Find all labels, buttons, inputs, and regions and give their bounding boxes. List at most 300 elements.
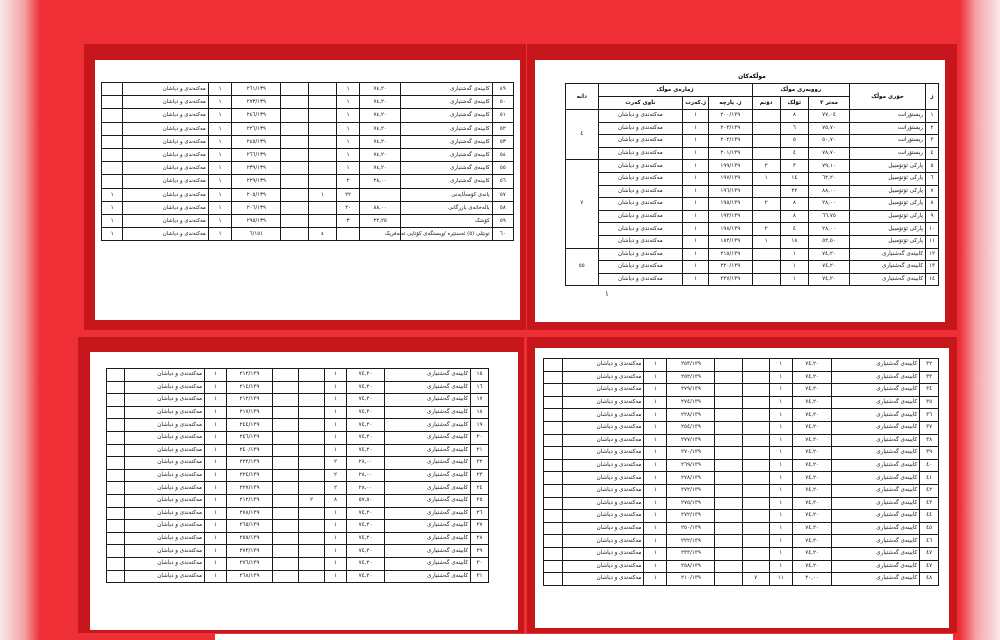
row-number: ٤٧ <box>920 560 939 573</box>
property-type: پارکی ئۆتۆمبیل <box>850 235 926 248</box>
card-name: مەکتەندی و دیاشان <box>562 409 644 422</box>
empty-cell <box>273 419 299 432</box>
card-number: ١ <box>644 547 667 560</box>
table-row <box>566 122 939 135</box>
property-type: کابینەی گەشتیاری <box>832 434 920 447</box>
card-number: ١ <box>208 201 231 214</box>
count-cell <box>544 396 563 409</box>
parcel-number: ٢١٠/١٣٩ <box>667 573 715 586</box>
table-row <box>107 469 489 482</box>
count-cell <box>544 421 563 434</box>
parcel-number: ٢٤٤/١٣٩ <box>227 419 273 432</box>
parcel-number: ٢١٧/١٣٩ <box>227 406 273 419</box>
parcel-number: ٢٢٢/١٣٩ <box>667 535 715 548</box>
area-olk: ٨ <box>780 110 808 123</box>
property-type: کابینەی گەشتیاری <box>400 162 492 175</box>
count-cell <box>544 409 563 422</box>
property-type: کابینەی گەشتیاری <box>832 447 920 460</box>
area-sqm: ٧٤,٢٠ <box>808 261 849 274</box>
card-name: مەکتەندی و دیاشان <box>123 96 208 109</box>
area-donm <box>309 83 337 96</box>
count-cell: ١ <box>102 228 123 241</box>
area-donm <box>742 497 769 510</box>
card-name: مەکتەندی و دیاشان <box>562 484 644 497</box>
row-number: ٤٣ <box>920 497 939 510</box>
count-cell <box>102 175 123 188</box>
empty-cell <box>715 447 742 460</box>
count-cell <box>102 148 123 161</box>
area-donm <box>309 162 337 175</box>
parcel-number: ٦/١٥١ <box>232 228 281 241</box>
area-sqm: ٧٤,٢٠ <box>347 532 385 545</box>
card-number: ١ <box>205 381 227 394</box>
page-mark: ١ <box>605 290 609 299</box>
parcel-number: ٢٠٣/١٣٩ <box>709 122 752 135</box>
table-row <box>102 122 514 135</box>
area-donm: ٢ <box>299 494 325 507</box>
row-number: ٣٣ <box>920 371 939 384</box>
card-name: مەکتەندی و دیاشان <box>598 160 683 173</box>
area-sqm: ٧٤,٢٠ <box>792 421 832 434</box>
row-number: ٥٢ <box>492 122 513 135</box>
document-page-bottom-right <box>535 348 949 628</box>
area-sqm: ٧٩,١٠ <box>808 160 849 173</box>
count-cell <box>107 570 125 583</box>
area-olk: ١ <box>325 381 347 394</box>
row-number: ٤٦ <box>920 535 939 548</box>
property-type: پارکی ئۆتۆمبیل <box>850 210 926 223</box>
table-row <box>544 359 939 372</box>
count-cell <box>107 444 125 457</box>
card-name: مەکتەندی و دیاشان <box>123 228 208 241</box>
area-sqm: ٧٤,٢٠ <box>792 510 832 523</box>
card-number: ١ <box>208 162 231 175</box>
card-name: مەکتەندی و دیاشان <box>562 510 644 523</box>
empty-cell <box>715 459 742 472</box>
count-cell <box>544 497 563 510</box>
area-donm <box>752 135 780 148</box>
property-type: پارکی ئۆتۆمبیل <box>850 172 926 185</box>
card-name: مەکتەندی و دیاشان <box>123 162 208 175</box>
property-type: کۆشک <box>400 214 492 227</box>
property-type: کابینەی گەشتیاری <box>832 497 920 510</box>
area-donm <box>299 469 325 482</box>
card-number: ١ <box>683 147 709 160</box>
area-sqm: ٧٤,٢٠ <box>792 484 832 497</box>
row-number: ١ <box>926 110 939 123</box>
area-donm <box>299 520 325 533</box>
card-number: ١ <box>644 522 667 535</box>
area-sqm: ٥٧,٥٠ <box>347 494 385 507</box>
empty-cell <box>273 545 299 558</box>
card-name: مەکتەندی و دیاشان <box>598 248 683 261</box>
card-name: مەکتەندی و دیاشان <box>562 359 644 372</box>
area-donm <box>742 396 769 409</box>
table-row <box>107 545 489 558</box>
card-name: مەکتەندی و دیاشان <box>125 545 205 558</box>
table-row <box>107 557 489 570</box>
table-row <box>566 185 939 198</box>
parcel-number: ٢٧٦/١٣٩ <box>227 557 273 570</box>
table-row <box>107 457 489 470</box>
card-number: ١ <box>683 223 709 236</box>
property-type: کابینەی گەشتیاری <box>385 444 471 457</box>
card-number: ١ <box>683 261 709 274</box>
area-sqm: ٢٨,٠٠ <box>808 198 849 211</box>
empty-cell <box>715 484 742 497</box>
card-number: ١ <box>205 507 227 520</box>
parcel-number: ٢٤٥/١٣٩ <box>232 135 281 148</box>
table-row <box>566 198 939 211</box>
area-olk: ١ <box>769 447 792 460</box>
table-row <box>102 83 514 96</box>
empty-cell <box>281 162 309 175</box>
card-number: ١ <box>205 457 227 470</box>
table-row <box>107 520 489 533</box>
row-number: ٤ <box>926 147 939 160</box>
empty-cell <box>273 532 299 545</box>
empty-cell <box>273 444 299 457</box>
area-olk: ١ <box>336 96 359 109</box>
empty-cell <box>273 369 299 382</box>
parcel-number: ٢٦١/١٣٩ <box>232 83 281 96</box>
count-cell <box>102 122 123 135</box>
parcel-number: ٢٠٥/١٣٩ <box>232 188 281 201</box>
empty-cell <box>715 522 742 535</box>
table-row <box>107 419 489 432</box>
row-number: ٢٧ <box>471 520 489 533</box>
area-olk: ٢ <box>325 482 347 495</box>
count-cell <box>102 83 123 96</box>
card-name: مەکتەندی و دیاشان <box>123 109 208 122</box>
row-number: ٤٧ <box>920 547 939 560</box>
table-bottom-left <box>106 368 489 583</box>
card-number: ١ <box>683 160 709 173</box>
empty-cell <box>281 96 309 109</box>
row-number: ٥٧ <box>492 188 513 201</box>
card-name: مەکتەندی و دیاشان <box>125 482 205 495</box>
area-olk: ١ <box>325 444 347 457</box>
table-row <box>566 273 939 286</box>
area-olk: ٤ <box>780 223 808 236</box>
count-cell <box>102 162 123 175</box>
row-number: ٦ <box>926 172 939 185</box>
row-number: ٢٨ <box>471 532 489 545</box>
property-type: کابینەی گەشتیاری <box>385 419 471 432</box>
right-edge-glow <box>960 0 1000 640</box>
row-number: ٣٧ <box>920 421 939 434</box>
parcel-number: ٢٩٥/١٣٩ <box>232 214 281 227</box>
area-sqm: ٧٤,٢٠ <box>347 570 385 583</box>
area-sqm: ٧٤,٢٠ <box>347 431 385 444</box>
table-row <box>544 535 939 548</box>
row-number: ٢٤ <box>471 482 489 495</box>
count-cell <box>107 431 125 444</box>
area-sqm: ٧٤,٢٠ <box>347 419 385 432</box>
empty-cell <box>281 148 309 161</box>
area-donm <box>299 570 325 583</box>
row-number: ٥٩ <box>492 214 513 227</box>
area-sqm: ٥٠,٧٠ <box>808 135 849 148</box>
count-cell <box>107 394 125 407</box>
row-number: ٥٠ <box>492 96 513 109</box>
card-number: ١ <box>208 175 231 188</box>
area-sqm: ٨٨,٠٠ <box>808 185 849 198</box>
count-cell <box>107 406 125 419</box>
row-number: ٧ <box>926 185 939 198</box>
row-number: ٢٠ <box>471 431 489 444</box>
row-number: ٢٩ <box>471 545 489 558</box>
count-cell <box>544 484 563 497</box>
table-row <box>102 148 514 161</box>
date-group: ٤ <box>566 110 599 160</box>
card-name: مەکتەندی و دیاشان <box>125 570 205 583</box>
parcel-number: ٢٠١/١٣٩ <box>709 147 752 160</box>
area-sqm: ٧٤,٢٠ <box>792 434 832 447</box>
area-donm <box>742 421 769 434</box>
area-sqm: ٧٤,٢٠ <box>792 384 832 397</box>
count-cell <box>107 557 125 570</box>
card-number: ١ <box>208 188 231 201</box>
empty-cell <box>273 507 299 520</box>
count-cell <box>544 434 563 447</box>
area-donm <box>742 535 769 548</box>
area-sqm: ٧٤,٢٠ <box>808 248 849 261</box>
area-olk: ١ <box>769 384 792 397</box>
table-row <box>107 507 489 520</box>
empty-cell <box>715 384 742 397</box>
card-name: مەکتەندی و دیاشان <box>562 573 644 586</box>
area-olk: ٣ <box>336 214 359 227</box>
row-number: ٥٣ <box>492 135 513 148</box>
card-number: ١ <box>644 409 667 422</box>
area-donm: ٧ <box>742 573 769 586</box>
parcel-number: ١٩٩/١٣٩ <box>709 160 752 173</box>
table-row <box>544 522 939 535</box>
table-row <box>544 421 939 434</box>
card-name: مەکتەندی و دیاشان <box>125 557 205 570</box>
table-row <box>566 135 939 148</box>
empty-cell <box>273 520 299 533</box>
table-row <box>107 482 489 495</box>
area-olk: ٢٢ <box>336 188 359 201</box>
date-group: ٧ <box>566 160 599 248</box>
card-number: ١ <box>208 122 231 135</box>
row-number: ٦٠ <box>492 228 513 241</box>
parcel-number: ٢٦٦/١٣٩ <box>232 148 281 161</box>
count-cell <box>544 522 563 535</box>
parcel-number: ٢١٤/١٣٩ <box>227 381 273 394</box>
area-olk: ١ <box>769 547 792 560</box>
area-olk: ١ <box>769 459 792 472</box>
table-row <box>102 135 514 148</box>
table-top-right <box>565 83 939 286</box>
property-type: تونێلی (٥) ئەستێرە /ویستگەی کۆتایی تەلەفریک <box>400 228 492 241</box>
card-name: مەکتەندی و دیاشان <box>598 147 683 160</box>
property-type: کابینەی گەشتیاری <box>400 175 492 188</box>
table-row <box>102 188 514 201</box>
count-cell <box>107 469 125 482</box>
parcel-number: ٢٥٠/١٣٩ <box>667 522 715 535</box>
parcel-number: ٢٠٦/١٣٩ <box>232 201 281 214</box>
table-row <box>107 381 489 394</box>
parcel-number: ٢٢٤/١٣٩ <box>227 469 273 482</box>
card-number: ١ <box>683 210 709 223</box>
area-olk: ٢ <box>336 175 359 188</box>
table-row <box>544 510 939 523</box>
count-cell <box>544 560 563 573</box>
count-cell <box>102 135 123 148</box>
card-name: مەکتەندی و دیاشان <box>125 507 205 520</box>
card-name: مەکتەندی و دیاشان <box>562 472 644 485</box>
area-sqm: ٧٤,٢٠ <box>792 359 832 372</box>
area-donm: ١ <box>752 235 780 248</box>
count-cell <box>102 109 123 122</box>
area-sqm: ٧٤,٢٠ <box>808 273 849 286</box>
property-type: کابینەی گەشتیاری <box>385 520 471 533</box>
count-cell: ١ <box>102 214 123 227</box>
empty-cell <box>281 188 309 201</box>
card-name: مەکتەندی و دیاشان <box>562 396 644 409</box>
area-donm <box>742 522 769 535</box>
area-sqm: ٧٤,٢٠ <box>792 547 832 560</box>
area-sqm: ٧٧,٠٤ <box>808 110 849 123</box>
row-number: ٣٤ <box>920 384 939 397</box>
row-number: ٥٨ <box>492 201 513 214</box>
table-row <box>107 431 489 444</box>
property-type: کابینەی گەشتیاری <box>832 396 920 409</box>
card-name: مەکتەندی و دیاشان <box>123 122 208 135</box>
table-row <box>566 110 939 123</box>
area-donm <box>742 510 769 523</box>
row-number: ٤٤ <box>920 510 939 523</box>
table-row <box>544 384 939 397</box>
date-group: ٥٥ <box>566 248 599 286</box>
card-name: مەکتەندی و دیاشان <box>562 522 644 535</box>
empty-cell <box>715 359 742 372</box>
card-number: ١ <box>208 214 231 227</box>
area-sqm: ٨٨,٠٠ <box>360 201 401 214</box>
parcel-number: ٢٦٥/١٣٩ <box>227 520 273 533</box>
area-donm <box>752 261 780 274</box>
area-olk: ١ <box>336 148 359 161</box>
row-number: ١٨ <box>471 406 489 419</box>
document-page-bottom-left <box>90 352 518 630</box>
area-olk: ١ <box>336 162 359 175</box>
card-number: ١ <box>205 394 227 407</box>
property-type: کابینەی گەشتیاری <box>400 83 492 96</box>
card-number: ١ <box>644 560 667 573</box>
row-number: ٤٠ <box>920 459 939 472</box>
empty-cell <box>281 109 309 122</box>
area-sqm: ٧٤,٢٠ <box>792 535 832 548</box>
empty-cell <box>273 494 299 507</box>
parcel-number: ٢٢٨/١٣٩ <box>667 409 715 422</box>
area-donm <box>299 482 325 495</box>
card-number: ١ <box>205 532 227 545</box>
property-type: کابینەی گەشتیاری <box>832 384 920 397</box>
empty-cell <box>273 406 299 419</box>
parcel-number: ٢١٢/١٣٩ <box>227 494 273 507</box>
count-cell <box>544 472 563 485</box>
area-donm <box>299 394 325 407</box>
area-donm <box>309 175 337 188</box>
empty-cell <box>281 201 309 214</box>
row-number: ٨ <box>926 198 939 211</box>
property-type: کابینەی گەشتیاری <box>385 545 471 558</box>
card-number: ١ <box>683 198 709 211</box>
table-row <box>566 160 939 173</box>
area-olk: ١ <box>769 396 792 409</box>
area-donm <box>299 406 325 419</box>
parcel-number: ٢٧٨/١٣٩ <box>227 507 273 520</box>
area-sqm: ٧٨,٧٠ <box>808 147 849 160</box>
area-olk: ١ <box>325 369 347 382</box>
table-row <box>107 532 489 545</box>
card-name: مەکتەندی و دیاشان <box>123 214 208 227</box>
table-row <box>102 109 514 122</box>
row-number: ٤٥ <box>920 522 939 535</box>
empty-cell <box>273 394 299 407</box>
area-donm: ٤ <box>309 228 337 241</box>
area-donm <box>742 560 769 573</box>
area-sqm: ٧٤,٢٠ <box>347 381 385 394</box>
parcel-number: ٢٢٧/١٣٩ <box>227 482 273 495</box>
empty-cell <box>273 431 299 444</box>
area-donm <box>299 557 325 570</box>
card-number: ١ <box>644 359 667 372</box>
table-row <box>566 172 939 185</box>
card-number: ١ <box>644 459 667 472</box>
empty-cell <box>715 535 742 548</box>
area-sqm: ٧٤,٢٠ <box>360 83 401 96</box>
card-name: مەکتەندی و دیاشان <box>598 223 683 236</box>
card-number: ١ <box>683 248 709 261</box>
card-name: مەکتەندی و دیاشان <box>125 419 205 432</box>
card-number: ١ <box>205 557 227 570</box>
card-name: مەکتەندی و دیاشان <box>125 469 205 482</box>
area-sqm: ٥٢,٥٠ <box>808 235 849 248</box>
table-bottom-right <box>543 358 939 586</box>
area-sqm: ٧٤,٢٠ <box>360 135 401 148</box>
parcel-number: ٢٥٢/١٣٩ <box>667 371 715 384</box>
parcel-number: ٢٧٠/١٣٩ <box>667 447 715 460</box>
card-name: مەکتەندی و دیاشان <box>562 384 644 397</box>
area-olk: ١ <box>336 83 359 96</box>
property-type: پارکی ئۆتۆمبیل <box>850 160 926 173</box>
parcel-number: ٢٧٢/١٣٩ <box>667 510 715 523</box>
card-name: مەکتەندی و دیاشان <box>125 444 205 457</box>
parcel-number: ٢٥٤/١٣٩ <box>667 421 715 434</box>
table-row <box>544 396 939 409</box>
parcel-number: ٢١٥/١٣٩ <box>709 248 752 261</box>
header-card: ژ.کەرت <box>683 97 709 110</box>
card-number: ١ <box>205 570 227 583</box>
card-name: مەکتەندی و دیاشان <box>125 532 205 545</box>
parcel-number: ٢٠٠/١٣٩ <box>709 110 752 123</box>
card-number: ١ <box>208 135 231 148</box>
empty-cell <box>281 175 309 188</box>
property-type: کابینەی گەشتیاری <box>832 371 920 384</box>
card-name: مەکتەندی و دیاشان <box>562 371 644 384</box>
count-cell <box>107 494 125 507</box>
area-olk: ١ <box>780 248 808 261</box>
empty-cell <box>281 135 309 148</box>
card-number: ١ <box>205 494 227 507</box>
area-sqm: ٧٤,٢٠ <box>792 522 832 535</box>
empty-cell <box>715 371 742 384</box>
area-donm <box>752 122 780 135</box>
